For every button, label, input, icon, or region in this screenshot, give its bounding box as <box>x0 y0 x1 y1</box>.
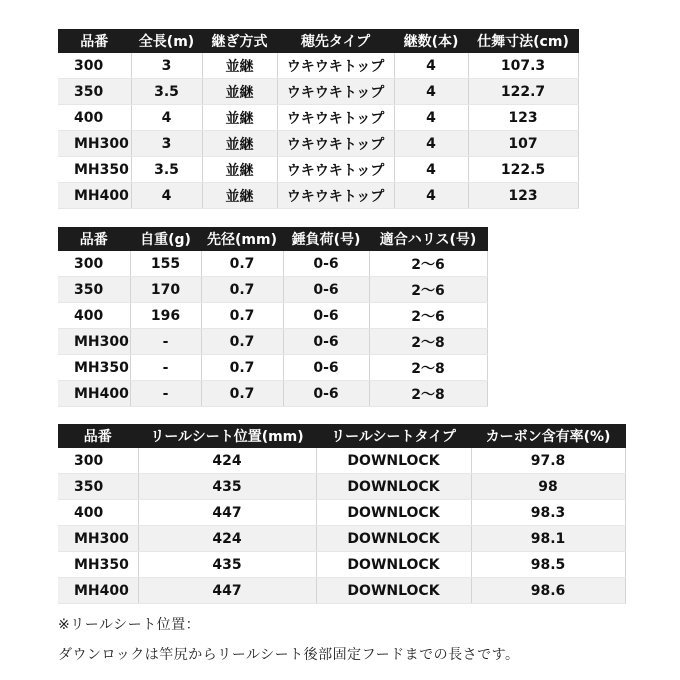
model-cell: MH300 <box>58 329 130 355</box>
table-cell: 0-6 <box>283 329 369 355</box>
spec-table-reelseat <box>58 424 626 604</box>
table-cell: 0.7 <box>201 251 283 277</box>
table-row <box>58 578 625 604</box>
column-header: リールシートタイプ <box>316 424 471 448</box>
table-row <box>58 105 578 131</box>
table-cell: ウキウキトップ <box>277 53 394 79</box>
table-cell: 170 <box>130 277 201 303</box>
table-cell: 2〜6 <box>369 251 487 277</box>
table-cell: 0-6 <box>283 303 369 329</box>
table-cell: 2〜8 <box>369 329 487 355</box>
table-row <box>58 131 578 157</box>
table-cell: 4 <box>131 105 202 131</box>
table-cell: DOWNLOCK <box>316 500 471 526</box>
table-cell: 0.7 <box>201 277 283 303</box>
table-cell: 3.5 <box>131 157 202 183</box>
table-cell: 196 <box>130 303 201 329</box>
table-cell: DOWNLOCK <box>316 578 471 604</box>
model-cell: 300 <box>58 251 130 277</box>
table-cell: 447 <box>138 578 316 604</box>
column-header: 継ぎ方式 <box>202 29 277 53</box>
column-header: 全長(m) <box>131 29 202 53</box>
table-cell: ウキウキトップ <box>277 157 394 183</box>
table-cell: 並継 <box>202 79 277 105</box>
table-cell: - <box>130 355 201 381</box>
table-cell: 435 <box>138 474 316 500</box>
model-cell: 400 <box>58 105 131 131</box>
model-cell: MH300 <box>58 526 138 552</box>
column-header: 先径(mm) <box>201 227 283 251</box>
table-cell: 0-6 <box>283 381 369 407</box>
table-cell: DOWNLOCK <box>316 448 471 474</box>
table-row <box>58 79 578 105</box>
table-cell: ウキウキトップ <box>277 79 394 105</box>
model-cell: 400 <box>58 500 138 526</box>
table-cell: 並継 <box>202 131 277 157</box>
table-row <box>58 53 578 79</box>
table-row <box>58 157 578 183</box>
table-cell: 155 <box>130 251 201 277</box>
table-cell: 4 <box>394 183 468 209</box>
table-cell: 並継 <box>202 53 277 79</box>
footnote-title: ※リールシート位置： <box>58 617 201 633</box>
column-header: 継数(本) <box>394 29 468 53</box>
table-header-row <box>58 424 625 448</box>
table-cell: 0-6 <box>283 277 369 303</box>
table-cell: 98.5 <box>471 552 625 578</box>
column-header: 穂先タイプ <box>277 29 394 53</box>
model-cell: MH350 <box>58 157 131 183</box>
table-cell: 4 <box>394 105 468 131</box>
table-cell: 107.3 <box>468 53 578 79</box>
table-cell: 0.7 <box>201 329 283 355</box>
column-header: 自重(g) <box>130 227 201 251</box>
model-cell: MH350 <box>58 355 130 381</box>
table-cell: DOWNLOCK <box>316 552 471 578</box>
table-cell: - <box>130 329 201 355</box>
table-header-row <box>58 227 487 251</box>
table-cell: 2〜6 <box>369 277 487 303</box>
table-cell: 435 <box>138 552 316 578</box>
table-row <box>58 500 625 526</box>
table-cell: 122.5 <box>468 157 578 183</box>
spec-table-length <box>58 29 579 209</box>
table-cell: 2〜8 <box>369 355 487 381</box>
table-cell: 4 <box>394 79 468 105</box>
table-cell: 424 <box>138 526 316 552</box>
column-header: 適合ハリス(号) <box>369 227 487 251</box>
footnote-text: ダウンロックは竿尻からリールシート後部固定フードまでの長さです。 <box>58 647 520 663</box>
model-cell: 300 <box>58 448 138 474</box>
table-cell: ウキウキトップ <box>277 183 394 209</box>
table-cell: 並継 <box>202 157 277 183</box>
table-cell: 0.7 <box>201 355 283 381</box>
column-header: カーボン含有率(%) <box>471 424 625 448</box>
model-cell: 350 <box>58 277 130 303</box>
table-cell: 並継 <box>202 183 277 209</box>
table-row <box>58 526 625 552</box>
table-cell: 3 <box>131 53 202 79</box>
table-cell: 123 <box>468 105 578 131</box>
table-cell: DOWNLOCK <box>316 474 471 500</box>
spec-table-weight <box>58 227 488 407</box>
table-cell: 2〜8 <box>369 381 487 407</box>
table-row <box>58 448 625 474</box>
table-row <box>58 552 625 578</box>
table-cell: 97.8 <box>471 448 625 474</box>
table-cell: 98 <box>471 474 625 500</box>
model-cell: MH400 <box>58 183 131 209</box>
table-cell: 447 <box>138 500 316 526</box>
column-header: 錘負荷(号) <box>283 227 369 251</box>
column-header: 品番 <box>58 424 138 448</box>
column-header: 品番 <box>58 29 131 53</box>
table-cell: 4 <box>394 157 468 183</box>
column-header: リールシート位置(mm) <box>138 424 316 448</box>
table-cell: 0.7 <box>201 303 283 329</box>
model-cell: 350 <box>58 474 138 500</box>
table-cell: 98.1 <box>471 526 625 552</box>
model-cell: MH400 <box>58 578 138 604</box>
table-cell: 122.7 <box>468 79 578 105</box>
table-cell: 4 <box>131 183 202 209</box>
table-cell: 0-6 <box>283 355 369 381</box>
model-cell: MH400 <box>58 381 130 407</box>
table-cell: 123 <box>468 183 578 209</box>
table-cell: 424 <box>138 448 316 474</box>
table-cell: - <box>130 381 201 407</box>
table-cell: 98.3 <box>471 500 625 526</box>
model-cell: MH350 <box>58 552 138 578</box>
table-cell: 0-6 <box>283 251 369 277</box>
model-cell: 350 <box>58 79 131 105</box>
table-row <box>58 474 625 500</box>
table-cell: 2〜6 <box>369 303 487 329</box>
table-cell: ウキウキトップ <box>277 131 394 157</box>
table-cell: 98.6 <box>471 578 625 604</box>
table-row <box>58 329 487 355</box>
table-cell: 4 <box>394 53 468 79</box>
table-cell: ウキウキトップ <box>277 105 394 131</box>
table-header-row <box>58 29 578 53</box>
table-row <box>58 355 487 381</box>
table-cell: 107 <box>468 131 578 157</box>
table-cell: DOWNLOCK <box>316 526 471 552</box>
model-cell: 400 <box>58 303 130 329</box>
column-header: 品番 <box>58 227 130 251</box>
table-cell: 4 <box>394 131 468 157</box>
table-row <box>58 381 487 407</box>
table-cell: 0.7 <box>201 381 283 407</box>
column-header: 仕舞寸法(cm) <box>468 29 578 53</box>
table-cell: 3.5 <box>131 79 202 105</box>
table-cell: 3 <box>131 131 202 157</box>
table-row <box>58 251 487 277</box>
model-cell: MH300 <box>58 131 131 157</box>
model-cell: 300 <box>58 53 131 79</box>
table-row <box>58 303 487 329</box>
table-row <box>58 277 487 303</box>
table-row <box>58 183 578 209</box>
table-cell: 並継 <box>202 105 277 131</box>
